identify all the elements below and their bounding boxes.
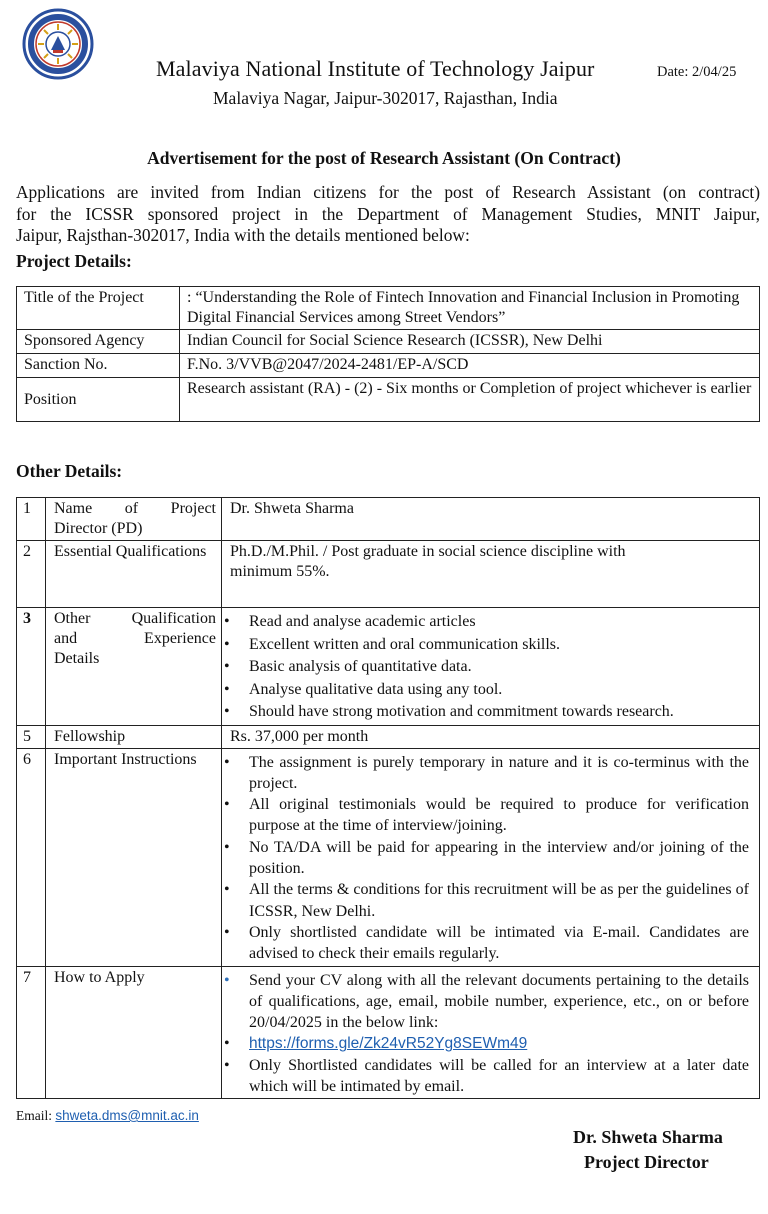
row-number: 5	[17, 725, 46, 748]
list-item: • Should have strong motivation and commitment towards research.	[230, 701, 749, 724]
table-row	[17, 748, 760, 966]
qualifications-value: Ph.D./M.Phil. / Post graduate in social science discipline with minimum 55%.	[222, 541, 760, 608]
list-item: • The assignment is purely temporary in nature and it is co-terminus with the project.	[230, 752, 749, 795]
table-row	[17, 287, 760, 330]
label-line: and Experience	[54, 630, 216, 647]
institute-name: Malaviya National Institute of Technology Jaipur	[156, 56, 595, 81]
sponsored-agency-value: Indian Council for Social Science Research (ICSSR), New Delhi	[180, 330, 760, 354]
row-label: Sanction No.	[17, 354, 180, 378]
list-item: • No TA/DA will be paid for appearing in the interview and/or joining of the position.	[230, 837, 749, 880]
list-item: • All original testimonials would be required to produce for verification purpose at the time of interview/joining.	[230, 794, 749, 837]
advertisement-title: Advertisement for the post of Research Assistant (On Contract)	[147, 148, 621, 168]
experience-list	[230, 611, 749, 724]
signatory-name: Dr. Shweta Sharma	[573, 1127, 723, 1147]
table-row	[17, 541, 760, 608]
list-item: • Excellent written and oral communication skills.	[230, 634, 749, 657]
other-details-table	[16, 497, 760, 1099]
table-row	[17, 608, 760, 726]
list-item: • Only shortlisted candidate will be intimated via E-mail. Candidates are advised to check their emails regularly.	[230, 922, 749, 965]
list-item: • Analyse qualitative data using any tool.	[230, 679, 749, 702]
intro-line: Jaipur, Rajsthan-302017, India with the details mentioned below:	[16, 225, 470, 245]
label-line: Other Qualification	[54, 610, 216, 627]
list-item	[230, 1033, 749, 1054]
apply-steps-list	[230, 970, 749, 1098]
intro-line: for the ICSSR sponsored project in the Department of Management Studies, MNIT Jaipur,	[16, 203, 760, 224]
institute-address: Malaviya Nagar, Jaipur-302017, Rajasthan, India	[213, 88, 558, 108]
list-item: • Send your CV along with all the relevant documents pertaining to the details of qualifications, age, email, mobile number, experience, etc., on or before 20/04/2025 in the below link:	[230, 970, 749, 1034]
row-label	[46, 498, 222, 541]
list-item: • Read and analyse academic articles	[230, 611, 749, 634]
row-label: Position	[17, 378, 180, 422]
row-label	[46, 608, 222, 726]
row-label: Important Instructions	[46, 748, 222, 966]
label-line: Director (PD)	[54, 520, 143, 537]
other-details-heading: Other Details:	[16, 461, 123, 481]
row-number: 2	[17, 541, 46, 608]
intro-line: Applications are invited from Indian citizens for the post of Research Assistant (on contract)	[16, 182, 760, 202]
row-label: Fellowship	[46, 725, 222, 748]
label-line: Details	[54, 650, 100, 667]
row-label: Sponsored Agency	[17, 330, 180, 354]
table-row	[17, 966, 760, 1099]
institute-seal-icon	[22, 8, 94, 80]
table-row	[17, 354, 760, 378]
position-value: Research assistant (RA) - (2) - Six months or Completion of project whichever is earlier	[180, 378, 760, 422]
project-director-value: Dr. Shweta Sharma	[222, 498, 760, 541]
instructions-list	[230, 752, 749, 965]
list-item: • Basic analysis of quantitative data.	[230, 656, 749, 679]
application-form-link[interactable]: https://forms.gle/Zk24vR52Yg8SEWm49	[249, 1035, 528, 1053]
signatory-title: Project Director	[584, 1152, 709, 1172]
list-item: • Only Shortlisted candidates will be called for an interview at a later date which will be intimated by email.	[230, 1055, 749, 1098]
row-number: 7	[17, 966, 46, 1099]
table-row	[17, 725, 760, 748]
email-link[interactable]: shweta.dms@mnit.ac.in	[55, 1108, 199, 1123]
row-number: 3	[17, 608, 46, 726]
row-number: 1	[17, 498, 46, 541]
project-details-table	[16, 286, 760, 422]
project-details-heading: Project Details:	[16, 251, 132, 271]
fellowship-value: Rs. 37,000 per month	[222, 725, 760, 748]
label-line: Name of Project	[54, 500, 216, 517]
project-title-value: : “Understanding the Role of Fintech Innovation and Financial Inclusion in Promoting Digital Financial Services among Street Vendors”	[180, 287, 760, 330]
row-label: How to Apply	[46, 966, 222, 1099]
row-label: Title of the Project	[17, 287, 180, 330]
table-row	[17, 378, 760, 422]
list-item: • All the terms & conditions for this recruitment will be as per the guidelines of ICSSR, New Delhi.	[230, 879, 749, 922]
contact-email	[16, 1108, 199, 1124]
email-label: Email:	[16, 1108, 52, 1123]
table-row	[17, 498, 760, 541]
table-row	[17, 330, 760, 354]
intro-paragraph	[16, 182, 760, 247]
row-number: 6	[17, 748, 46, 966]
sanction-number-value: F.No. 3/VVB@2047/2024-2481/EP-A/SCD	[180, 354, 760, 378]
notice-date: Date: 2/04/25	[657, 64, 737, 80]
row-label: Essential Qualifications	[46, 541, 222, 608]
